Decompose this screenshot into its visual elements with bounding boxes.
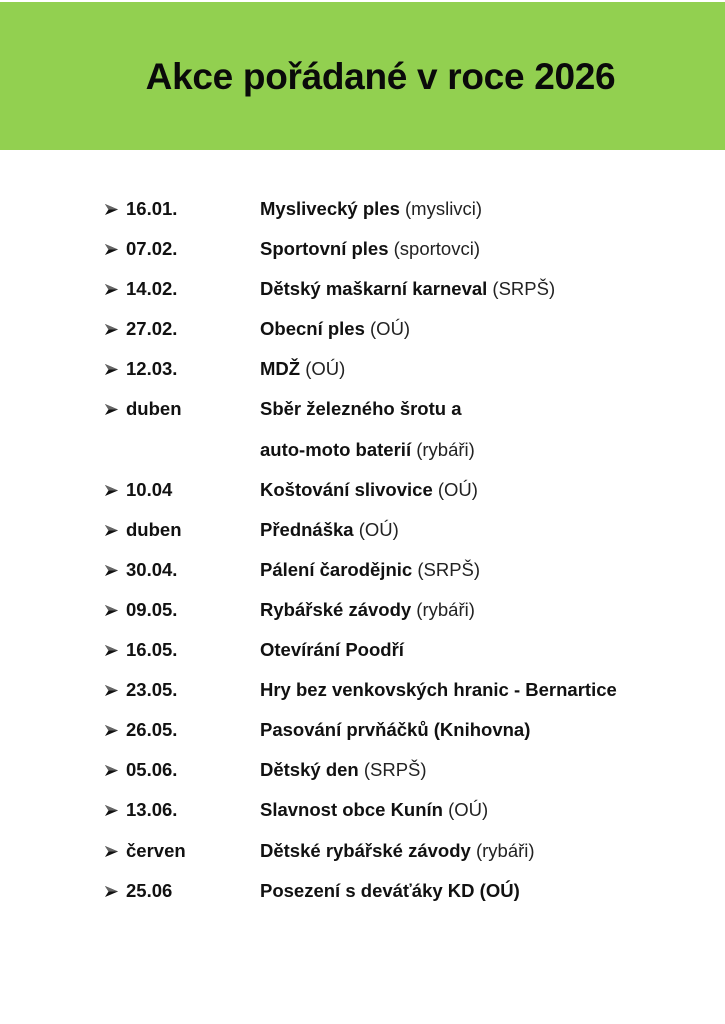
event-organizer: (rybáři) — [411, 598, 475, 620]
event-name: Pasování prvňáčků (Knihovna) — [260, 719, 531, 741]
arrowhead-bullet-icon — [104, 878, 122, 898]
event-organizer: (myslivci) — [399, 198, 483, 219]
event-name: Slavnost obce Kunín — [260, 799, 443, 821]
event-description — [260, 597, 475, 623]
event-date: 26.05. — [126, 719, 178, 741]
list-item — [104, 437, 704, 477]
arrowhead-bullet-icon — [104, 517, 122, 537]
event-date: 16.01. — [126, 198, 178, 219]
event-description — [260, 236, 480, 262]
event-name: Dětský den — [260, 759, 359, 781]
list-item — [104, 677, 704, 717]
list-item — [104, 396, 704, 436]
arrowhead-bullet-icon — [104, 316, 122, 336]
event-date: 09.05. — [126, 598, 178, 620]
list-item — [104, 557, 704, 597]
event-description — [260, 838, 535, 864]
event-date: duben — [126, 518, 182, 540]
event-organizer: (SRPŠ) — [487, 278, 556, 300]
page-title: Akce pořádané v roce 2026 — [145, 56, 616, 97]
event-description — [260, 477, 478, 503]
list-item — [104, 597, 704, 637]
arrowhead-bullet-icon — [104, 797, 122, 817]
event-date: 25.06 — [126, 879, 173, 901]
event-organizer: (OÚ) — [364, 318, 411, 340]
event-description — [260, 677, 617, 703]
event-description — [260, 557, 480, 583]
list-item — [104, 838, 704, 878]
event-organizer: (rybáři) — [470, 839, 535, 861]
event-description — [260, 797, 488, 823]
event-date: 23.05. — [126, 679, 178, 701]
event-description — [260, 757, 427, 783]
event-name: Přednáška — [260, 518, 354, 540]
list-item — [104, 276, 704, 316]
event-name: Dětský maškarní karneval — [260, 278, 488, 300]
event-name: Posezení s deváťáky KD (OÚ) — [260, 879, 520, 901]
arrowhead-bullet-icon — [104, 637, 122, 657]
event-name: auto-moto baterií — [260, 438, 412, 460]
event-name: Pálení čarodějnic — [260, 558, 413, 580]
event-date: červen — [126, 839, 186, 861]
list-item — [104, 797, 704, 837]
event-date: 10.04 — [126, 478, 173, 500]
event-description — [260, 878, 520, 904]
list-item — [104, 878, 704, 918]
event-name: Obecní ples — [260, 318, 365, 340]
arrowhead-bullet-icon — [104, 838, 122, 858]
arrowhead-bullet-icon — [104, 717, 122, 737]
arrowhead-bullet-icon — [104, 396, 122, 416]
event-date: 30.04. — [126, 558, 178, 580]
event-organizer: (OÚ) — [353, 518, 399, 540]
event-description — [260, 396, 462, 422]
arrowhead-bullet-icon — [104, 597, 122, 617]
event-organizer: (SRPŠ) — [412, 558, 481, 580]
event-description — [260, 196, 482, 222]
arrowhead-bullet-icon — [104, 677, 122, 697]
event-name: Hry bez venkovských hranic - Bernartice — [260, 679, 617, 701]
event-description — [260, 517, 399, 543]
event-organizer: (OÚ) — [300, 358, 346, 380]
event-date: duben — [126, 398, 182, 420]
event-description — [260, 637, 404, 663]
list-item — [104, 356, 704, 396]
events-list — [104, 196, 704, 918]
arrowhead-bullet-icon — [104, 477, 122, 497]
event-name: Otevírání Poodří — [260, 639, 404, 661]
event-name: Dětské rybářské závody — [260, 839, 471, 861]
event-organizer: (SRPŠ) — [358, 759, 427, 781]
event-organizer: (sportovci) — [388, 238, 480, 260]
event-description — [260, 276, 555, 302]
list-item — [104, 196, 704, 236]
list-item — [104, 637, 704, 677]
event-description — [260, 316, 410, 342]
event-description — [260, 437, 475, 463]
arrowhead-bullet-icon — [104, 557, 122, 577]
event-date: 27.02. — [126, 318, 178, 340]
event-organizer: (OÚ) — [442, 799, 489, 821]
list-item — [104, 717, 704, 757]
event-date: 07.02. — [126, 238, 178, 260]
event-date: 05.06. — [126, 759, 178, 781]
event-name: MDŽ — [260, 358, 301, 380]
list-item — [104, 477, 704, 517]
header-banner — [0, 2, 725, 150]
event-name: Koštování slivovice — [260, 478, 433, 500]
event-date: 13.06. — [126, 799, 178, 821]
arrowhead-bullet-icon — [104, 196, 122, 216]
arrowhead-bullet-icon — [104, 236, 122, 256]
list-item — [104, 517, 704, 557]
event-date: 12.03. — [126, 358, 178, 380]
arrowhead-bullet-icon — [104, 276, 122, 296]
event-organizer: (rybáři) — [411, 438, 475, 460]
event-name: Myslivecký ples — [260, 198, 400, 219]
list-item — [104, 236, 704, 276]
event-description — [260, 356, 345, 382]
event-name: Rybářské závody — [260, 598, 412, 620]
event-date: 14.02. — [126, 278, 178, 300]
event-name: Sběr železného šrotu a — [260, 398, 462, 420]
event-organizer: (OÚ) — [432, 478, 478, 500]
event-date: 16.05. — [126, 639, 178, 661]
arrowhead-bullet-icon — [104, 757, 122, 777]
event-name: Sportovní ples — [260, 238, 389, 260]
list-item — [104, 757, 704, 797]
arrowhead-bullet-icon — [104, 356, 122, 376]
list-item — [104, 316, 704, 356]
event-description — [260, 717, 530, 743]
